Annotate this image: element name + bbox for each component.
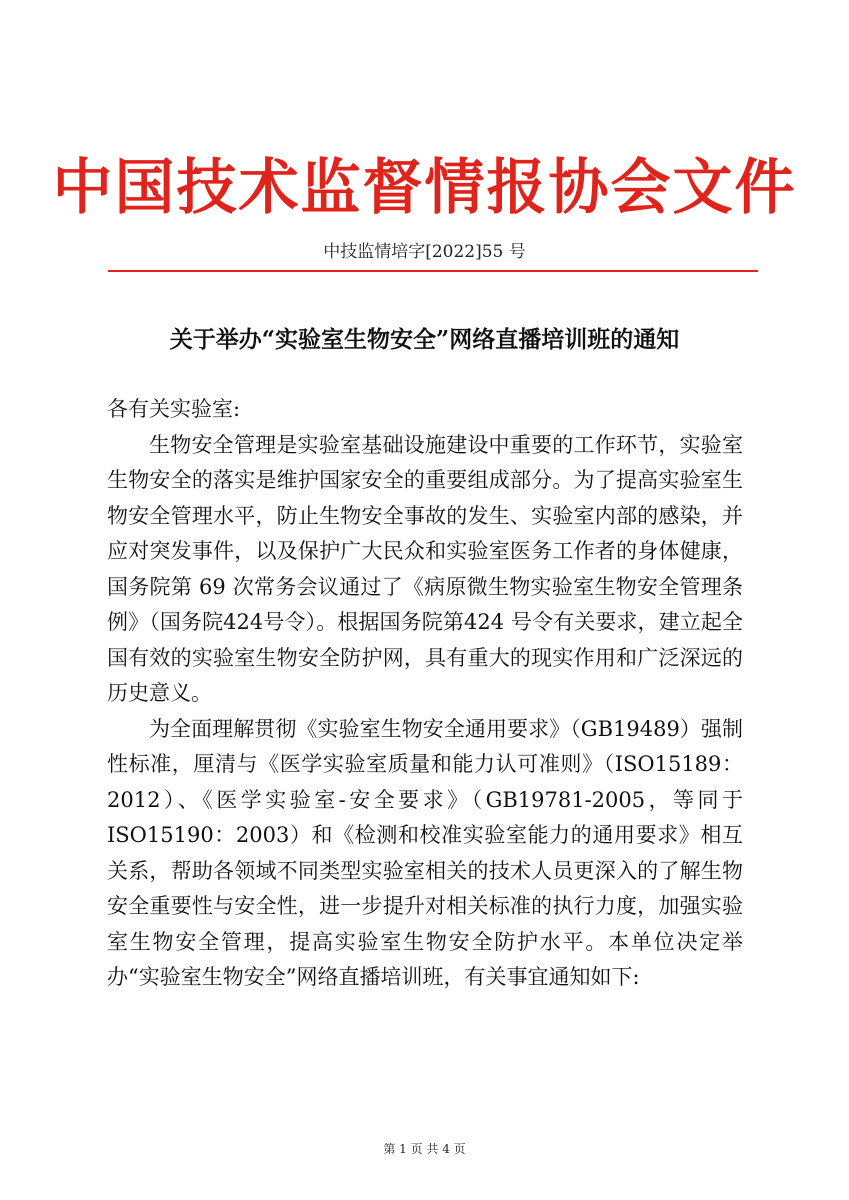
notice-title: 关于举办“实验室生物安全”网络直播培训班的通知: [169, 326, 680, 353]
body-paragraph-2: 为全面理解贯彻《实验室生物安全通用要求》（GB19489）强制性标准，厘清与《医学实验室质量和能力认可准则》（ISO15189：2012）、《医学实验室-安全要求》（GB19781-2005，等同于 ISO15190：2003）和《检测和校准实验室能力的通用要求》相互关系，帮助各领域不同类型实验室相关的技术人员更深入的了解生物安全重要性与安全性，进一步提升对相关标准的执行力度，加强实验室生物安全管理，提高实验室生物安全防护水平。本单位决定举办“实验室生物安全”网络直播培训班，有关事宜通知如下:: [107, 716, 743, 989]
body-content: [107, 392, 743, 996]
issuer-header-title: 中国技术监督情报协会文件: [52, 153, 797, 223]
body-paragraph-1: 生物安全管理是实验室基础设施建设中重要的工作环节，实验室生物安全的落实是维护国家安全的重要组成部分。为了提高实验室生物安全管理水平，防止生物安全事故的发生、实验室内部的感染，并应对突发事件，以及保护广大民众和实验室医务工作者的身体健康，国务院第 69 次常务会议通过了《病原微生物实验室生物安全管理条例》（国务院424号令）。根据国务院第424 号令有关要求，建立起全国有效的实验室生物安全防护网，具有重大的现实作用和广泛深远的历史意义。: [107, 432, 743, 705]
salutation: 各有关实验室:: [107, 397, 241, 421]
page-footer: 第 1 页 共 4 页: [383, 1142, 466, 1156]
document-number: 中技监情培字[2022]55 号: [323, 242, 526, 262]
header-divider: [108, 270, 758, 272]
